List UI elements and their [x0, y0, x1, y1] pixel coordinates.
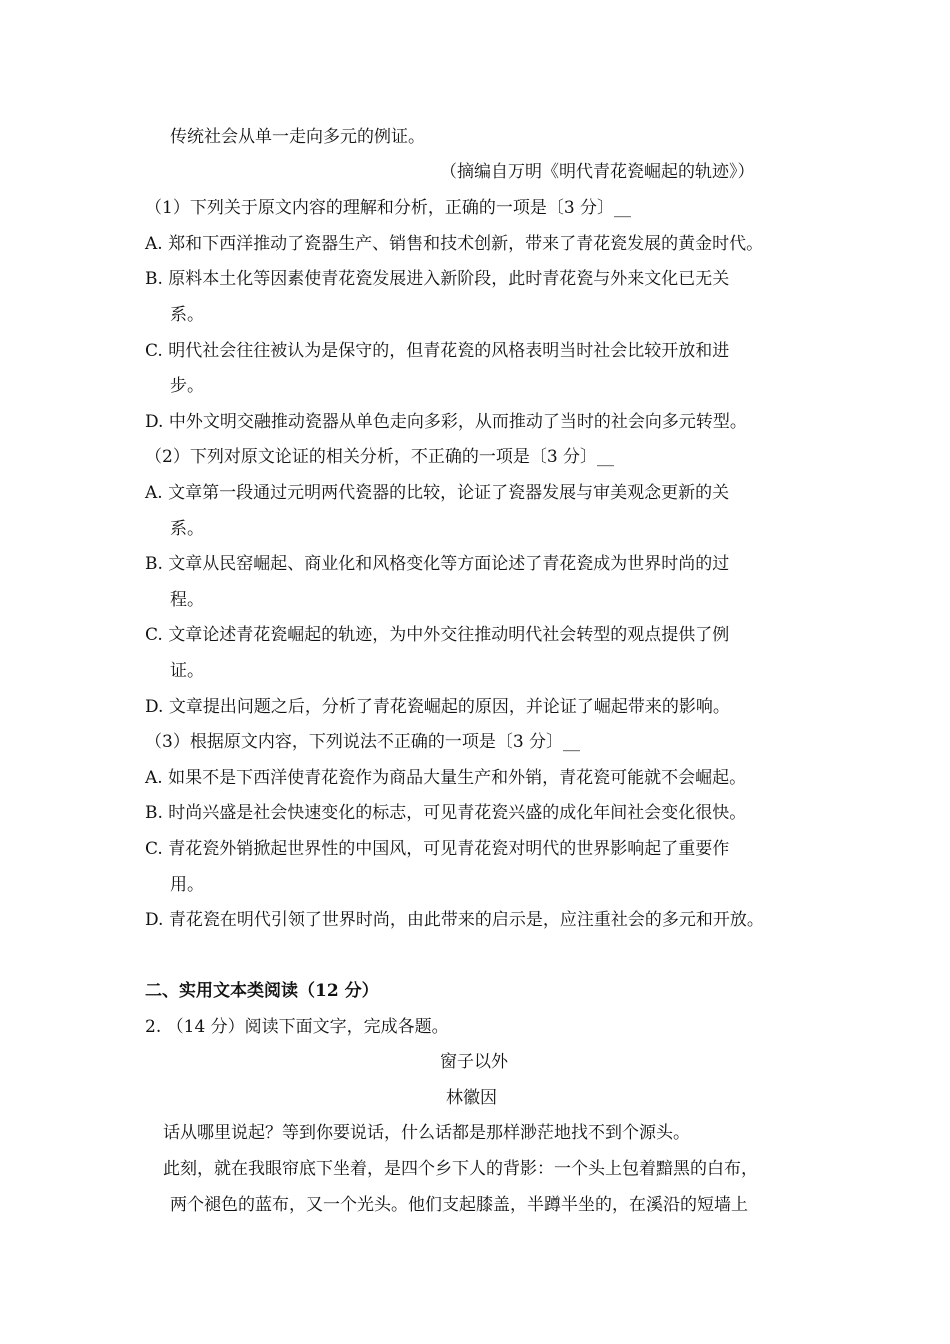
- question-1-option-b-cont: 系。: [170, 305, 204, 325]
- section-heading: 二、实用文本类阅读（12 分）: [145, 981, 379, 1001]
- question-2-intro: 2. （14 分）阅读下面文字，完成各题。: [145, 1017, 449, 1037]
- question-2-option-c: C. 文章论述青花瓷崛起的轨迹，为中外交往推动明代社会转型的观点提供了例: [145, 625, 730, 645]
- question-3-option-c: C. 青花瓷外销掀起世界性的中国风，可见青花瓷对明代的世界影响起了重要作: [145, 839, 730, 859]
- question-2-option-a-cont: 系。: [170, 519, 204, 539]
- question-1-stem: （1）下列关于原文内容的理解和分析，正确的一项是〔3 分〕__: [145, 198, 632, 218]
- text-line: 传统社会从单一走向多元的例证。: [170, 127, 425, 147]
- question-1-option-c: C. 明代社会往往被认为是保守的，但青花瓷的风格表明当时社会比较开放和进: [145, 341, 730, 361]
- question-1-option-b: B. 原料本土化等因素使青花瓷发展进入新阶段，此时青花瓷与外来文化已无关: [145, 269, 730, 289]
- question-1-option-d: D. 中外文明交融推动瓷器从单色走向多彩，从而推动了当时的社会向多元转型。: [145, 412, 747, 432]
- question-3-option-c-cont: 用。: [170, 875, 204, 895]
- question-2-stem: （2）下列对原文论证的相关分析，不正确的一项是〔3 分〕__: [145, 447, 615, 467]
- source-citation: （摘编自万明《明代青花瓷崛起的轨迹》）: [440, 162, 755, 182]
- question-3-option-a: A. 如果不是下西洋使青花瓷作为商品大量生产和外销，青花瓷可能就不会崛起。: [145, 768, 747, 788]
- question-2-option-c-cont: 证。: [170, 661, 204, 681]
- question-2-option-b: B. 文章从民窑崛起、商业化和风格变化等方面论述了青花瓷成为世界时尚的过: [145, 554, 730, 574]
- question-2-option-b-cont: 程。: [170, 590, 204, 610]
- question-1-option-a: A. 郑和下西洋推动了瓷器生产、销售和技术创新，带来了青花瓷发展的黄金时代。: [145, 234, 764, 254]
- question-1-option-c-cont: 步。: [170, 376, 204, 396]
- question-3-option-b: B. 时尚兴盛是社会快速变化的标志，可见青花瓷兴盛的成化年间社会变化很快。: [145, 803, 747, 823]
- passage-title: 窗子以外: [440, 1052, 508, 1072]
- question-3-option-d: D. 青花瓷在明代引领了世界时尚，由此带来的启示是，应注重社会的多元和开放。: [145, 910, 764, 930]
- passage-paragraph: 此刻，就在我眼帘底下坐着，是四个乡下人的背影：一个头上包着黯黑的白布，: [163, 1159, 758, 1179]
- question-3-stem: （3）根据原文内容，下列说法不正确的一项是〔3 分〕__: [145, 732, 581, 752]
- passage-author: 林徽因: [446, 1088, 497, 1108]
- passage-paragraph-cont: 两个褪色的蓝布，又一个光头。他们支起膝盖，半蹲半坐的，在溪沿的短墙上: [170, 1195, 748, 1215]
- question-2-option-d: D. 文章提出问题之后，分析了青花瓷崛起的原因，并论证了崛起带来的影响。: [145, 697, 730, 717]
- question-2-option-a: A. 文章第一段通过元明两代瓷器的比较，论证了瓷器发展与审美观念更新的关: [145, 483, 730, 503]
- passage-paragraph: 话从哪里说起？等到你要说话，什么话都是那样渺茫地找不到个源头。: [163, 1123, 690, 1143]
